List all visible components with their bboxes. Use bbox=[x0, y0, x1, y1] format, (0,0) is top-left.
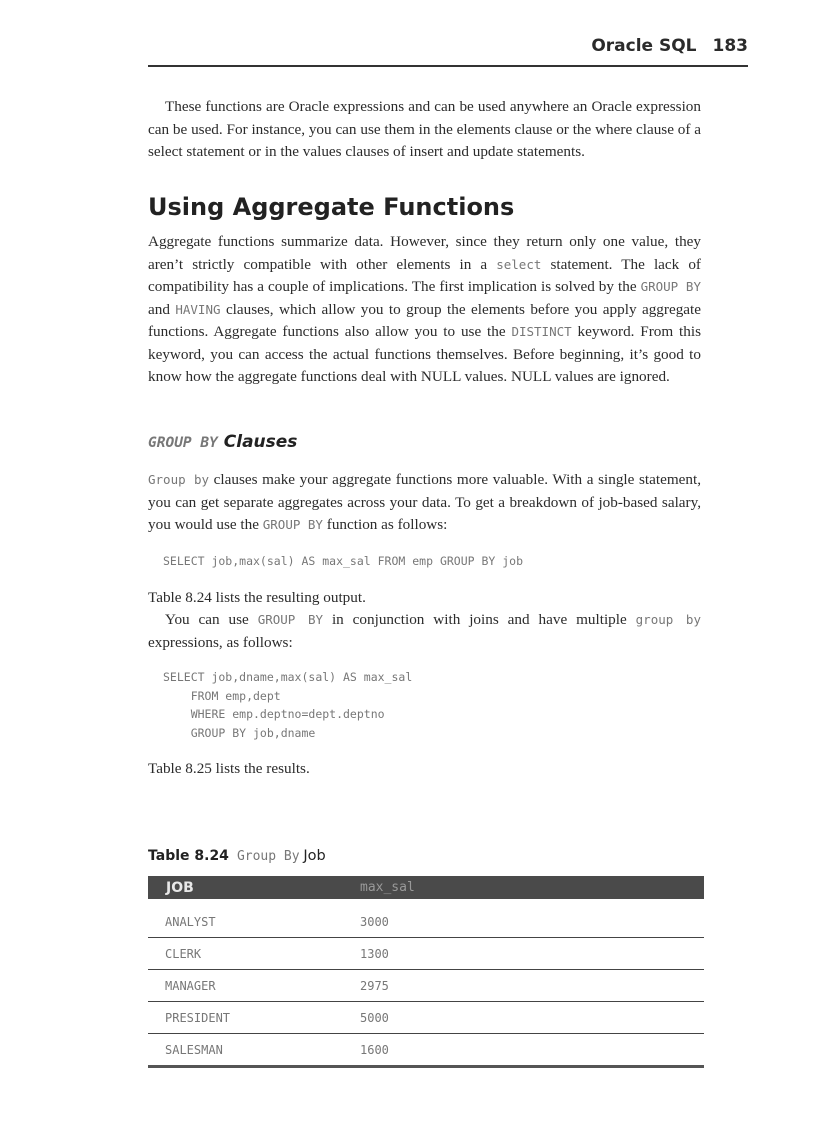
cell-job: ANALYST bbox=[165, 914, 216, 929]
cell-job: MANAGER bbox=[165, 978, 216, 993]
table-row bbox=[148, 970, 704, 1002]
table-row bbox=[148, 906, 704, 938]
aggregate-paragraph: Aggregate functions summarize data. However, since they return only one value, they aren’t strictly compatible with other elements in a select statement. The lack of compatibility has a couple of implications. The first implication is solved by the GROUP BY and HAVING clauses, which allow you to group the elements before you apply aggregate functions. Aggregate functions also allow you to use the DISTINCT keyword. From this keyword, you can access the actual functions themselves. Before beginning, it’s good to know how the aggregate functions deal with NULL values. NULL values are ignored. bbox=[148, 233, 701, 385]
section-heading: Using Aggregate Functions bbox=[148, 193, 515, 221]
subsection-heading: GROUP BY Clauses bbox=[148, 432, 298, 452]
table-reference-paragraph: Table 8.24 lists the resulting output. bbox=[148, 589, 366, 606]
table-caption: Table 8.24 Group By Job bbox=[148, 848, 326, 864]
cell-job: CLERK bbox=[165, 946, 202, 961]
code-block-1: SELECT job,max(sal) AS max_sal FROM emp GROUP BY job bbox=[163, 554, 524, 568]
header-max-sal: max_sal bbox=[360, 880, 415, 895]
running-head bbox=[148, 36, 748, 56]
cell-job: SALESMAN bbox=[165, 1042, 223, 1057]
cell-max-sal: 2975 bbox=[360, 978, 389, 993]
cell-max-sal: 1300 bbox=[360, 946, 389, 961]
cell-max-sal: 3000 bbox=[360, 914, 389, 929]
header-job: JOB bbox=[166, 879, 194, 896]
table-row bbox=[148, 1002, 704, 1034]
table-row bbox=[148, 938, 704, 970]
cell-job: PRESIDENT bbox=[165, 1010, 231, 1025]
header-rule bbox=[148, 65, 748, 67]
results-paragraph: Table 8.25 lists the results. bbox=[148, 760, 310, 777]
code-block-2: SELECT job,dname,max(sal) AS max_sal FROM emp,dept WHERE emp.deptno=dept.deptno GROUP BY job,dname bbox=[163, 670, 413, 740]
cell-max-sal: 5000 bbox=[360, 1010, 389, 1025]
page-number: 183 bbox=[712, 36, 748, 56]
table-header-row bbox=[148, 876, 704, 899]
intro-paragraph: These functions are Oracle expressions and can be used anywhere an Oracle expression can be used. For instance, you can use them in the elements clause or the where clause of a select statement or in the values clauses of insert and update statements. bbox=[148, 98, 701, 160]
group-by-paragraph: Group by clauses make your aggregate functions more valuable. With a single statement, you can get separate aggregates across your data. To get a breakdown of job-based salary, you would use the GROUP BY function as follows: bbox=[148, 471, 701, 533]
joins-paragraph: You can use GROUP BY in conjunction with joins and have multiple group by expressions, as follows: bbox=[148, 611, 701, 651]
group-by-job-table bbox=[148, 876, 704, 1068]
table-row bbox=[148, 1034, 704, 1068]
cell-max-sal: 1600 bbox=[360, 1042, 389, 1057]
running-head-title: Oracle SQL bbox=[591, 36, 697, 56]
